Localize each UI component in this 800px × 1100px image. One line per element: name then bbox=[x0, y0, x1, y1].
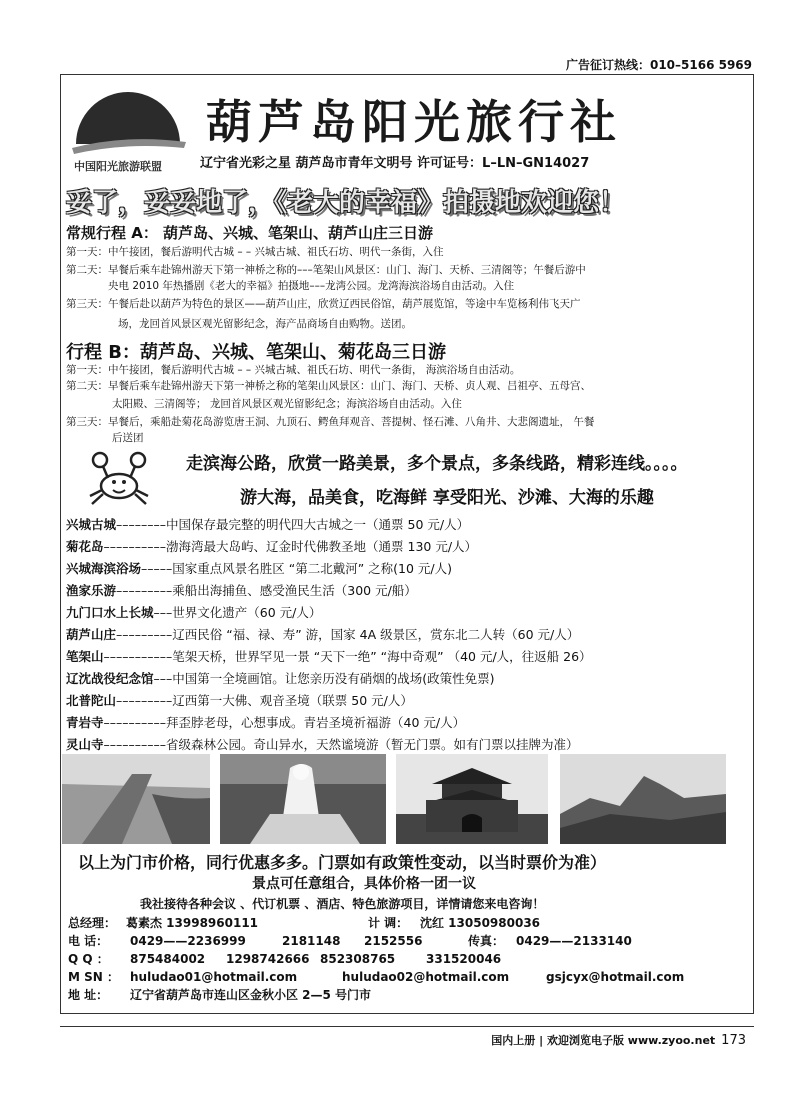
phone-label: 电 话： bbox=[68, 934, 109, 948]
attraction-item bbox=[66, 536, 746, 558]
day-text: 中午接团，餐后游明代古城 – – 兴城古城、祖氏石坊、明代一条街， 海滨浴场自由活动。 bbox=[108, 364, 521, 376]
attraction-name: 北普陀山 bbox=[66, 693, 117, 708]
route-a-day-1 bbox=[66, 244, 746, 260]
day-text: 中午接团，餐后游明代古城 – – 兴城古城、祖氏石坊、明代一条街，入住 bbox=[108, 246, 444, 258]
attraction-item bbox=[66, 558, 746, 580]
route-b-day-3 bbox=[66, 414, 746, 430]
qq-label: Q Q ： bbox=[68, 952, 109, 966]
route-a-day-3-cont bbox=[118, 316, 738, 332]
attraction-item bbox=[66, 690, 746, 712]
photo-coastal-wall bbox=[62, 754, 210, 844]
attraction-dash: –––––––––– bbox=[103, 539, 167, 554]
attraction-name: 辽沈战役纪念馆 bbox=[66, 671, 154, 686]
address-label: 地 址： bbox=[68, 988, 109, 1002]
price-note: 以上为门市价格，同行优惠多多。门票如有政策性变动，以当时票价为准） bbox=[78, 853, 607, 872]
day-label: 第一天： bbox=[66, 246, 108, 258]
day-label: 第二天： bbox=[66, 264, 108, 276]
attraction-desc: 笔架天桥，世界罕见一景 “天下一绝” “海中奇观” （40 元/人，往返船 26） bbox=[172, 649, 592, 664]
attraction-item bbox=[66, 646, 746, 668]
day-text: 早餐后乘车赴锦州游天下第一神桥之称的笔架山风景区：山门、海门、天桥、贞人观、吕祖亭、五母宫、 bbox=[108, 380, 591, 392]
day-text: 早餐后乘车赴锦州游天下第一神桥之称的–––笔架山风景区：山门、海门、天桥、三清阁等；午餐后游中 bbox=[108, 264, 586, 276]
route-b-day-3-cont bbox=[112, 430, 742, 446]
phone-3: 2152556 bbox=[364, 934, 423, 948]
attraction-name: 九门口水上长城 bbox=[66, 605, 154, 620]
attraction-name: 菊花岛 bbox=[66, 539, 104, 554]
photo-guanyin-statue bbox=[220, 754, 386, 844]
day-text: 早餐后，乘船赴菊花岛游览唐王洞、九顶石、鳄鱼拜观音、菩提树、怪石滩、八角井、大悲阁遗址， 午餐 bbox=[108, 416, 595, 428]
qq-1: 875484002 bbox=[130, 952, 206, 966]
ad-hotline: 广告征订热线：010–5166 5969 bbox=[565, 58, 752, 72]
contact-qq-row bbox=[68, 950, 748, 968]
attraction-dash: –––––––––– bbox=[103, 737, 167, 752]
sunshine-logo-icon bbox=[66, 82, 192, 178]
attraction-dash: ––––– bbox=[141, 561, 173, 576]
fax-label: 传真： bbox=[468, 934, 505, 948]
manager-value: 葛素杰 13998960111 bbox=[126, 916, 259, 930]
day-text: 央电 2010 年热播剧《老大的幸福》拍摄地–––龙湾公园。龙湾海滨浴场自由活动。入住 bbox=[108, 280, 515, 292]
day-text: 场，龙回首风景区观光留影纪念，海产品商场自由购物。送团。 bbox=[118, 318, 412, 330]
contact-address-row bbox=[68, 986, 748, 1004]
planner-value: 沈红 13050980036 bbox=[420, 916, 541, 930]
agency-subtitle: 辽宁省光彩之星 葫芦岛市青年文明号 许可证号：L–LN–GN14027 bbox=[200, 156, 590, 171]
msn-1[interactable]: huludao01@hotmail.com bbox=[130, 970, 298, 984]
day-label: 第二天： bbox=[66, 380, 108, 392]
contact-phone-row bbox=[68, 932, 748, 950]
attraction-name: 葫芦山庄 bbox=[66, 627, 117, 642]
route-b-day-1 bbox=[66, 362, 746, 378]
route-a-day-3 bbox=[66, 296, 746, 312]
attraction-name: 笔架山 bbox=[66, 649, 104, 664]
route-a-day-2-cont bbox=[108, 278, 748, 294]
day-text: 午餐后赴以葫芦为特色的景区——葫芦山庄，欣赏辽西民俗馆，葫芦展览馆，等途中车览杨利伟飞天广 bbox=[108, 298, 581, 310]
promo-line-1: 走滨海公路，欣赏一路美景，多个景点，多条线路，精彩连线。。。。 bbox=[186, 454, 688, 474]
qq-3: 852308765 bbox=[320, 952, 396, 966]
planner-label: 计 调： bbox=[368, 916, 409, 930]
services-note: 我社接待各种会议 、代订机票 、酒店、特色旅游项目，详情请您来电咨询！ bbox=[140, 897, 545, 911]
promo-line-2: 游大海，品美食，吃海鲜 享受阳光、沙滩、大海的乐趣 bbox=[240, 488, 654, 508]
agency-name: 葫芦岛阳光旅行社 bbox=[206, 95, 622, 149]
attraction-desc: 中国第一全境画馆。让您亲历没有硝烟的战场(政策性免票) bbox=[172, 671, 495, 686]
day-label: 第三天： bbox=[66, 416, 108, 428]
manager-label: 总经理： bbox=[68, 916, 117, 930]
attraction-desc: 拜歪脖老母，心想事成。青岩圣境祈福游（40 元/人） bbox=[166, 715, 466, 730]
route-b-day-2 bbox=[66, 378, 746, 394]
route-a-day-2 bbox=[66, 262, 746, 278]
attraction-item bbox=[66, 712, 746, 734]
msn-label: M SN ： bbox=[68, 970, 119, 984]
slogan-headline: 妥了，妥妥地了，《老大的幸福》拍摄地欢迎您！ bbox=[66, 188, 626, 218]
attraction-name: 兴城古城 bbox=[66, 517, 117, 532]
attraction-dash: ––––––––– bbox=[116, 627, 173, 642]
photo-ancient-gate bbox=[396, 754, 548, 844]
attraction-item bbox=[66, 624, 746, 646]
msn-2[interactable]: huludao02@hotmail.com bbox=[342, 970, 510, 984]
combo-note: 景点可任意组合，具体价格一团一议 bbox=[252, 876, 476, 892]
attraction-name: 兴城海滨浴场 bbox=[66, 561, 142, 576]
attraction-name: 灵山寺 bbox=[66, 737, 104, 752]
attraction-item bbox=[66, 602, 746, 624]
attraction-dash: ––––––––– bbox=[116, 583, 173, 598]
attraction-dash: ––––––––––– bbox=[103, 649, 173, 664]
fax-value: 0429——2133140 bbox=[516, 934, 632, 948]
attraction-desc: 乘船出海捕鱼、感受渔民生活（300 元/船） bbox=[172, 583, 417, 598]
phone-1: 0429——2236999 bbox=[130, 934, 246, 948]
logo-text: 中国阳光旅游联盟 bbox=[74, 160, 162, 173]
attraction-name: 青岩寺 bbox=[66, 715, 104, 730]
address-value: 辽宁省葫芦岛市连山区金秋小区 2—5 号门市 bbox=[130, 988, 372, 1002]
attraction-desc: 辽西第一大佛、观音圣境（联票 50 元/人） bbox=[172, 693, 413, 708]
attraction-item bbox=[66, 668, 746, 690]
attraction-desc: 辽西民俗 “福、禄、寿” 游，国家 4A 级景区，赏东北二人转（60 元/人） bbox=[172, 627, 580, 642]
day-label: 第三天： bbox=[66, 298, 108, 310]
photo-mountain-great-wall bbox=[560, 754, 726, 844]
page-number: 173 bbox=[721, 1033, 746, 1048]
day-text: 太阳殿、三清阁等； 龙回首风景区观光留影纪念；海滨浴场自由活动。入住 bbox=[112, 398, 462, 410]
attraction-dash: ––– bbox=[153, 605, 173, 620]
attraction-desc: 国家重点风景名胜区 “第二北戴河” 之称(10 元/人) bbox=[172, 561, 453, 576]
crab-icon bbox=[86, 448, 152, 512]
page-footer bbox=[491, 1032, 746, 1048]
contact-manager-row bbox=[68, 914, 748, 932]
attraction-name: 渔家乐游 bbox=[66, 583, 117, 598]
footer-divider bbox=[60, 1026, 754, 1027]
footer-text: 国内上册 | 欢迎浏览电子版 www.zyoo.net bbox=[491, 1034, 716, 1047]
route-b-day-2-cont bbox=[112, 396, 742, 412]
attraction-item bbox=[66, 514, 746, 536]
attraction-desc: 渤海湾最大岛屿、辽金时代佛教圣地（通票 130 元/人） bbox=[166, 539, 478, 554]
route-a-title: 常规行程 A： 葫芦岛、兴城、笔架山、葫芦山庄三日游 bbox=[66, 224, 434, 242]
attraction-dash: –––––––––– bbox=[103, 715, 167, 730]
attraction-desc: 省级森林公园。奇山异水，天然谧境游（暂无门票。如有门票以挂牌为准） bbox=[166, 737, 579, 752]
day-text: 后送团 bbox=[112, 432, 144, 444]
attraction-item bbox=[66, 580, 746, 602]
attraction-desc: 世界文化遗产（60 元/人） bbox=[172, 605, 322, 620]
attraction-dash: ––– bbox=[153, 671, 173, 686]
contact-msn-row bbox=[68, 968, 748, 986]
attraction-item bbox=[66, 734, 746, 756]
day-label: 第一天： bbox=[66, 364, 108, 376]
phone-2: 2181148 bbox=[282, 934, 341, 948]
msn-3[interactable]: gsjcyx@hotmail.com bbox=[546, 970, 685, 984]
attraction-dash: –––––––– bbox=[116, 517, 167, 532]
qq-2: 1298742666 bbox=[226, 952, 310, 966]
attraction-desc: 中国保存最完整的明代四大古城之一（通票 50 元/人） bbox=[166, 517, 470, 532]
route-b-title: 行程 B：葫芦岛、兴城、笔架山、菊花岛三日游 bbox=[66, 342, 446, 363]
qq-4: 331520046 bbox=[426, 952, 502, 966]
attraction-dash: ––––––––– bbox=[116, 693, 173, 708]
